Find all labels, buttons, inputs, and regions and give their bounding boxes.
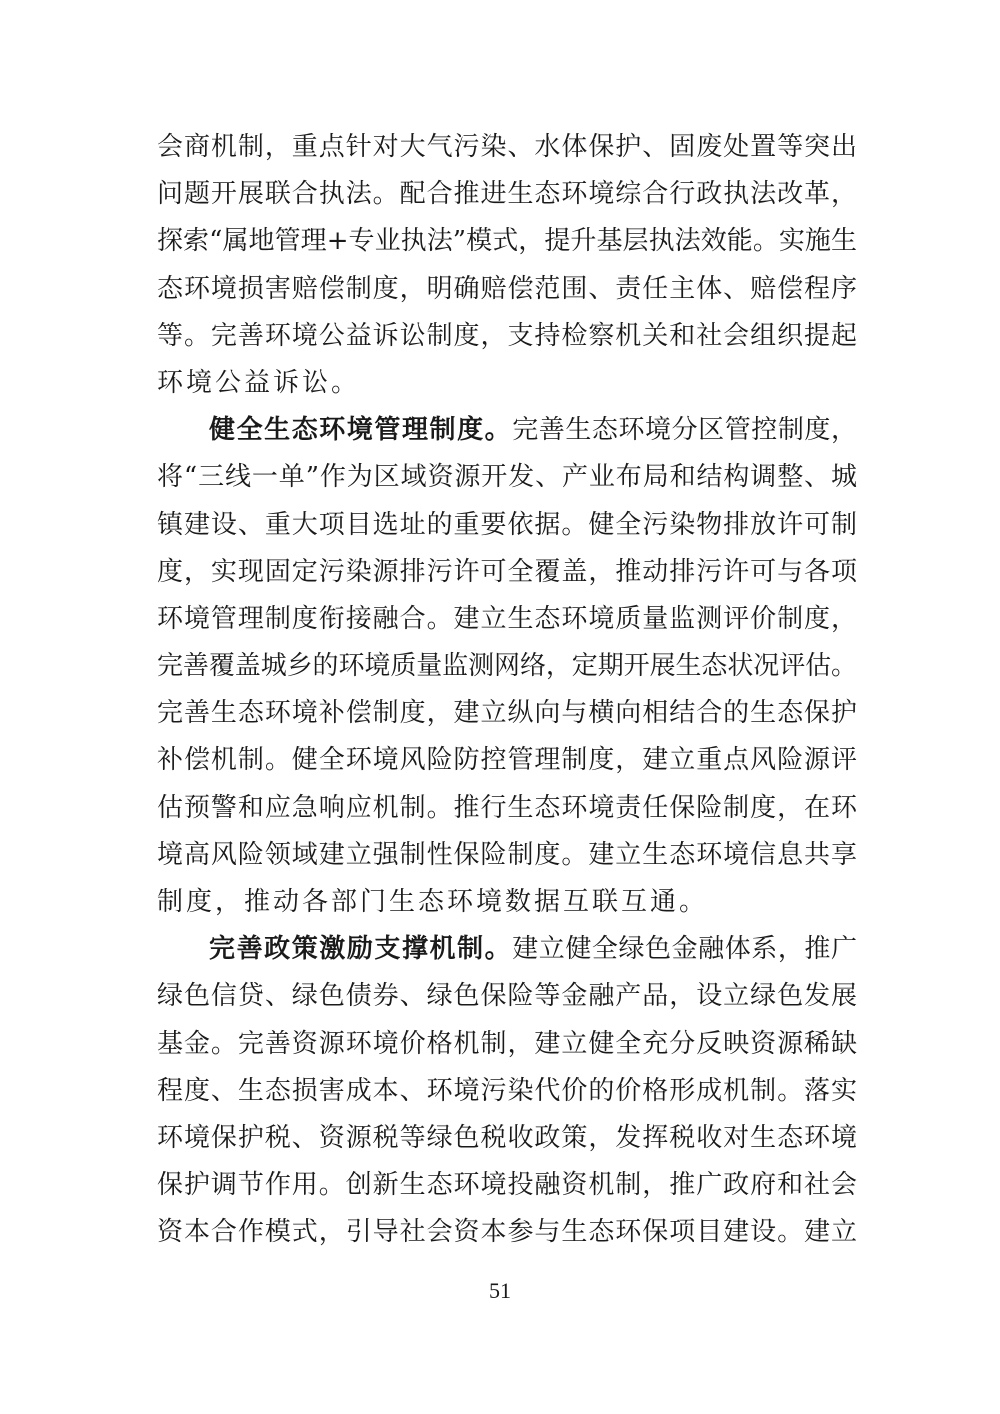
line-text: 完善生态环境分区管控制度， (512, 415, 857, 446)
text-line (157, 171, 857, 218)
text-line (157, 832, 857, 879)
line-text: 制度，推动各部门生态环境数据互联互通。 (157, 887, 709, 917)
paragraph-heading: 完善政策激励支撑机制。 (209, 934, 513, 965)
line-text: 境高风险领域建立强制性保险制度。建立生态环境信息共享 (157, 839, 857, 870)
line-text: 会商机制，重点针对大气污染、水体保护、固废处置等突出 (157, 132, 857, 162)
line-text: 完善覆盖城乡的环境质量监测网络，定期开展生态状况评估。 (157, 651, 857, 682)
paragraph-heading-line (157, 926, 857, 973)
text-line (157, 643, 857, 690)
line-text: 态环境损害赔偿制度，明确赔偿范围、责任主体、赔偿程序 (157, 273, 857, 304)
paragraph-heading-line (157, 407, 857, 454)
line-text: 环境保护税、资源税等绿色税收政策，发挥税收对生态环境 (157, 1122, 857, 1153)
line-text: 补偿机制。健全环境风险防控管理制度，建立重点风险源评 (157, 745, 857, 776)
line-text: 估预警和应急响应机制。推行生态环境责任保险制度，在环 (157, 792, 857, 823)
line-text: 环境管理制度衔接融合。建立生态环境质量监测评价制度， (157, 603, 857, 634)
text-line (157, 218, 857, 265)
line-text: 问题开展联合执法。配合推进生态环境综合行政执法改革， (157, 179, 857, 210)
line-text: 保护调节作用。创新生态环境投融资机制，推广政府和社会 (157, 1170, 857, 1201)
page-number: 51 (489, 1278, 511, 1303)
paragraph-heading: 健全生态环境管理制度。 (209, 415, 513, 446)
line-text: 绿色信贷、绿色债券、绿色保险等金融产品，设立绿色发展 (157, 981, 857, 1012)
text-line (157, 1068, 857, 1115)
line-text: 等。完善环境公益诉讼制度，支持检察机关和社会组织提起 (157, 320, 857, 351)
text-line (157, 454, 857, 501)
text-line (157, 737, 857, 784)
line-text: 建立健全绿色金融体系，推广 (512, 934, 857, 965)
body-text (157, 124, 857, 1257)
text-line (157, 690, 857, 737)
line-text: 将“三线一单”作为区域资源开发、产业布局和结构调整、城 (157, 462, 857, 493)
text-line (157, 596, 857, 643)
line-text: 探索“属地管理+专业执法”模式，提升基层执法效能。实施生 (157, 226, 857, 257)
text-line (157, 785, 857, 832)
text-line (157, 313, 857, 360)
line-text: 完善生态环境补偿制度，建立纵向与横向相结合的生态保护 (157, 698, 857, 729)
line-text: 镇建设、重大项目选址的重要依据。健全污染物排放许可制 (157, 509, 857, 540)
text-line (157, 124, 857, 171)
text-line (157, 1162, 857, 1209)
text-line (157, 1115, 857, 1162)
line-text: 程度、生态损害成本、环境污染代价的价格形成机制。落实 (157, 1075, 857, 1106)
text-line (157, 266, 857, 313)
text-line (157, 973, 857, 1020)
line-text: 度，实现固定污染源排污许可全覆盖，推动排污许可与各项 (157, 556, 857, 587)
text-line (157, 1209, 857, 1256)
text-line (157, 549, 857, 596)
line-text: 基金。完善资源环境价格机制，建立健全充分反映资源稀缺 (157, 1028, 857, 1059)
text-line (157, 879, 857, 926)
text-line (157, 360, 857, 407)
text-line (157, 502, 857, 549)
line-text: 资本合作模式，引导社会资本参与生态环保项目建设。建立 (157, 1217, 857, 1248)
line-text: 环境公益诉讼。 (157, 367, 361, 398)
text-line (157, 1021, 857, 1068)
